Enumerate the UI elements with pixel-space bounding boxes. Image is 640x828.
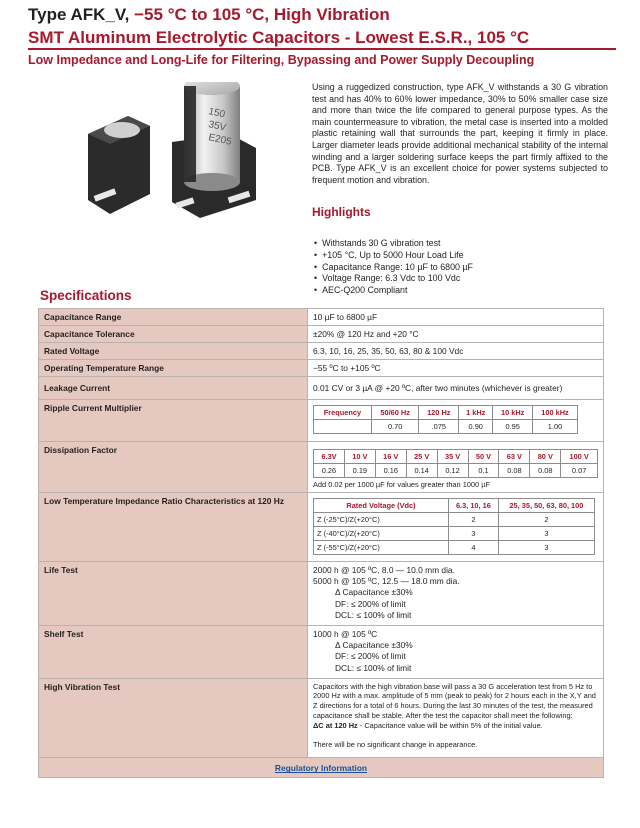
low-temp-header: Rated Voltage (Vdc) [314, 499, 449, 513]
intro-paragraph: Using a ruggedized construction, type AFK_V withstands a 30 G vibration test and has 40% to 60% lower impedance, 30% to 50% smaller case size and more than twice the life compared to general purpose types. As the main countermeasure to vibration, the metal case is inserted into a molded plastic retaining wall that surrounds the part, keeping it firmly in place. Larger diameter leads provide additional mechanical stability of the internal winding and a larger soldering surface keeps the part firmly affixed to the PCB. Type AFK_V is an excellent choice for power systems subjected to frequent motion and vibration. [312, 82, 608, 185]
spec-value [308, 493, 604, 562]
ripple-header: 10 kHz [493, 406, 533, 420]
spec-value [308, 562, 604, 626]
highlights-list [314, 238, 473, 297]
dissipation-table [313, 449, 598, 478]
spec-value [308, 626, 604, 679]
low-temp-value: 2 [498, 513, 594, 527]
spec-row-capacitance-tolerance [39, 326, 604, 343]
spec-label: Ripple Current Multiplier [39, 400, 308, 442]
vibration-criterion [313, 721, 598, 731]
ripple-value: .075 [419, 420, 459, 434]
vibration-final: There will be no significant change in appearance. [313, 739, 478, 749]
spec-value [308, 678, 604, 758]
df-header: 35 V [437, 450, 468, 464]
highlights-heading: Highlights [312, 205, 371, 219]
dissipation-note: Add 0.02 per 1000 µF for values greater than 1000 µF [313, 480, 490, 489]
title-line-1 [28, 5, 390, 25]
df-header: 25 V [406, 450, 437, 464]
low-temp-ratio: Z (-55°C)/Z(+20°C) [314, 541, 449, 555]
df-header: 10 V [344, 450, 375, 464]
vibration-criterion-label: ΔC at 120 Hz [313, 721, 358, 731]
spec-value [308, 400, 604, 442]
life-line: DCL: ≤ 100% of limit [335, 609, 412, 620]
spec-row-regulatory [39, 758, 604, 778]
df-value: 0.14 [406, 464, 437, 478]
spec-row-rated-voltage [39, 343, 604, 360]
highlight-item: • Voltage Range: 6.3 Vdc to 100 Vdc [314, 273, 473, 285]
shelf-line: DF: ≤ 200% of limit [335, 651, 406, 662]
spec-row-operating-temperature [39, 360, 604, 377]
spec-label: Operating Temperature Range [39, 360, 308, 377]
ripple-header: 100 kHz [532, 406, 577, 420]
low-temp-header: 6.3, 10, 16 [449, 499, 499, 513]
spec-label: Low Temperature Impedance Ratio Characteristics at 120 Hz [39, 493, 308, 562]
ripple-table [313, 405, 578, 434]
spec-label: Dissipation Factor [39, 442, 308, 493]
low-temp-table [313, 498, 595, 555]
ripple-value: 0.70 [371, 420, 419, 434]
df-header: 100 V [561, 450, 598, 464]
spec-label: Capacitance Range [39, 309, 308, 326]
regulatory-information-link[interactable]: Regulatory Information [274, 763, 368, 774]
spec-label: Rated Voltage [39, 343, 308, 360]
life-line: Δ Capacitance ±30% [335, 587, 413, 598]
low-temp-value: 3 [498, 527, 594, 541]
df-value: 0.07 [561, 464, 598, 478]
spec-value [308, 442, 604, 493]
title-line-2: SMT Aluminum Electrolytic Capacitors - Lowest E.S.R., 105 °C [28, 28, 530, 47]
df-header: 50 V [468, 450, 499, 464]
df-value: 0.1 [468, 464, 499, 478]
spec-value: −55 ºC to +105 ºC [308, 360, 604, 377]
marking-3: E205 [207, 132, 233, 148]
low-temp-ratio: Z (-40°C)/Z(+20°C) [314, 527, 449, 541]
ripple-value [314, 420, 372, 434]
ripple-value: 0.95 [493, 420, 533, 434]
shelf-line: Δ Capacitance ±30% [335, 640, 413, 651]
ripple-header: 120 Hz [419, 406, 459, 420]
ripple-header: 50/60 Hz [371, 406, 419, 420]
spec-row-shelf-test [39, 626, 604, 679]
spec-row-leakage-current [39, 377, 604, 400]
title-range: −55 °C to 105 °C, High Vibration [129, 5, 390, 24]
highlight-item: • +105 °C, Up to 5000 Hour Load Life [314, 250, 473, 262]
spec-row-life-test [39, 562, 604, 626]
df-value: 0.26 [314, 464, 345, 478]
spec-label: Life Test [39, 562, 308, 626]
ripple-header: Frequency [314, 406, 372, 420]
subtitle: Low Impedance and Long-Life for Filtering, Bypassing and Power Supply Decoupling [28, 53, 535, 67]
low-temp-header: 25, 35, 50, 63, 80, 100 [498, 499, 594, 513]
low-temp-value: 3 [498, 541, 594, 555]
low-temp-value: 4 [449, 541, 499, 555]
highlight-item: • Withstands 30 G vibration test [314, 238, 473, 250]
df-value: 0.19 [344, 464, 375, 478]
shelf-line: DCL: ≤ 100% of limit [335, 662, 412, 673]
specifications-heading: Specifications [40, 288, 132, 303]
vibration-criterion-text: - Capacitance value will be within 5% of the initial value. [357, 721, 543, 731]
spec-row-ripple [39, 400, 604, 442]
df-value: 0.08 [530, 464, 561, 478]
spec-value: ±20% @ 120 Hz and +20 °C [308, 326, 604, 343]
ripple-value: 0.90 [459, 420, 493, 434]
spec-value: 10 µF to 6800 µF [308, 309, 604, 326]
spec-label: Shelf Test [39, 626, 308, 679]
df-value: 0.08 [499, 464, 530, 478]
spec-row-dissipation [39, 442, 604, 493]
highlight-item: • Capacitance Range: 10 µF to 6800 µF [314, 262, 473, 274]
spec-value: 6.3, 10, 16, 25, 35, 50, 63, 80 & 100 Vdc [308, 343, 604, 360]
spec-label: Leakage Current [39, 377, 308, 400]
spec-label: Capacitance Tolerance [39, 326, 308, 343]
life-line: DF: ≤ 200% of limit [335, 598, 406, 609]
spec-row-high-vibration [39, 678, 604, 758]
ripple-header: 1 kHz [459, 406, 493, 420]
specifications-table [38, 308, 604, 778]
df-header: 16 V [375, 450, 406, 464]
spec-row-capacitance-range [39, 309, 604, 326]
life-line: 2000 h @ 105 ºC, 8.0 — 10.0 mm dia. [313, 565, 455, 575]
df-header: 63 V [499, 450, 530, 464]
marking-1: 150 [207, 106, 226, 121]
life-line: 5000 h @ 105 ºC, 12.5 — 18.0 mm dia. [313, 576, 460, 587]
low-temp-ratio: Z (-25°C)/Z(+20°C) [314, 513, 449, 527]
spec-label: High Vibration Test [39, 678, 308, 758]
marking-2: 35V [207, 119, 228, 134]
regulatory-cell [39, 758, 604, 778]
spec-row-low-temperature [39, 493, 604, 562]
low-temp-value: 2 [449, 513, 499, 527]
vibration-paragraph: Capacitors with the high vibration base will pass a 30 G acceleration test from 5 Hz to 2000 Hz with a max. amplitude of 5 mm (peak to peak) for 2 hours each in the X,Y and Z directions for a total of 6 hours. During the last 30 minutes of the test, the measured capacitance shall be stable. After the test the capacitor shall meet the following: [313, 681, 596, 720]
df-header: 6.3V [314, 450, 345, 464]
title-type: Type AFK_V, [28, 5, 130, 24]
df-value: 0.16 [375, 464, 406, 478]
low-temp-value: 3 [449, 527, 499, 541]
df-value: 0.12 [437, 464, 468, 478]
df-header: 80 V [530, 450, 561, 464]
shelf-line: 1000 h @ 105 ºC [313, 629, 378, 640]
spec-value: 0.01 CV or 3 µA @ +20 ºC, after two minutes (whichever is greater) [308, 377, 604, 400]
highlight-item: • AEC-Q200 Compliant [314, 285, 473, 297]
ripple-value: 1.00 [532, 420, 577, 434]
capacitor-photo [80, 82, 260, 222]
title-rule [28, 48, 616, 50]
